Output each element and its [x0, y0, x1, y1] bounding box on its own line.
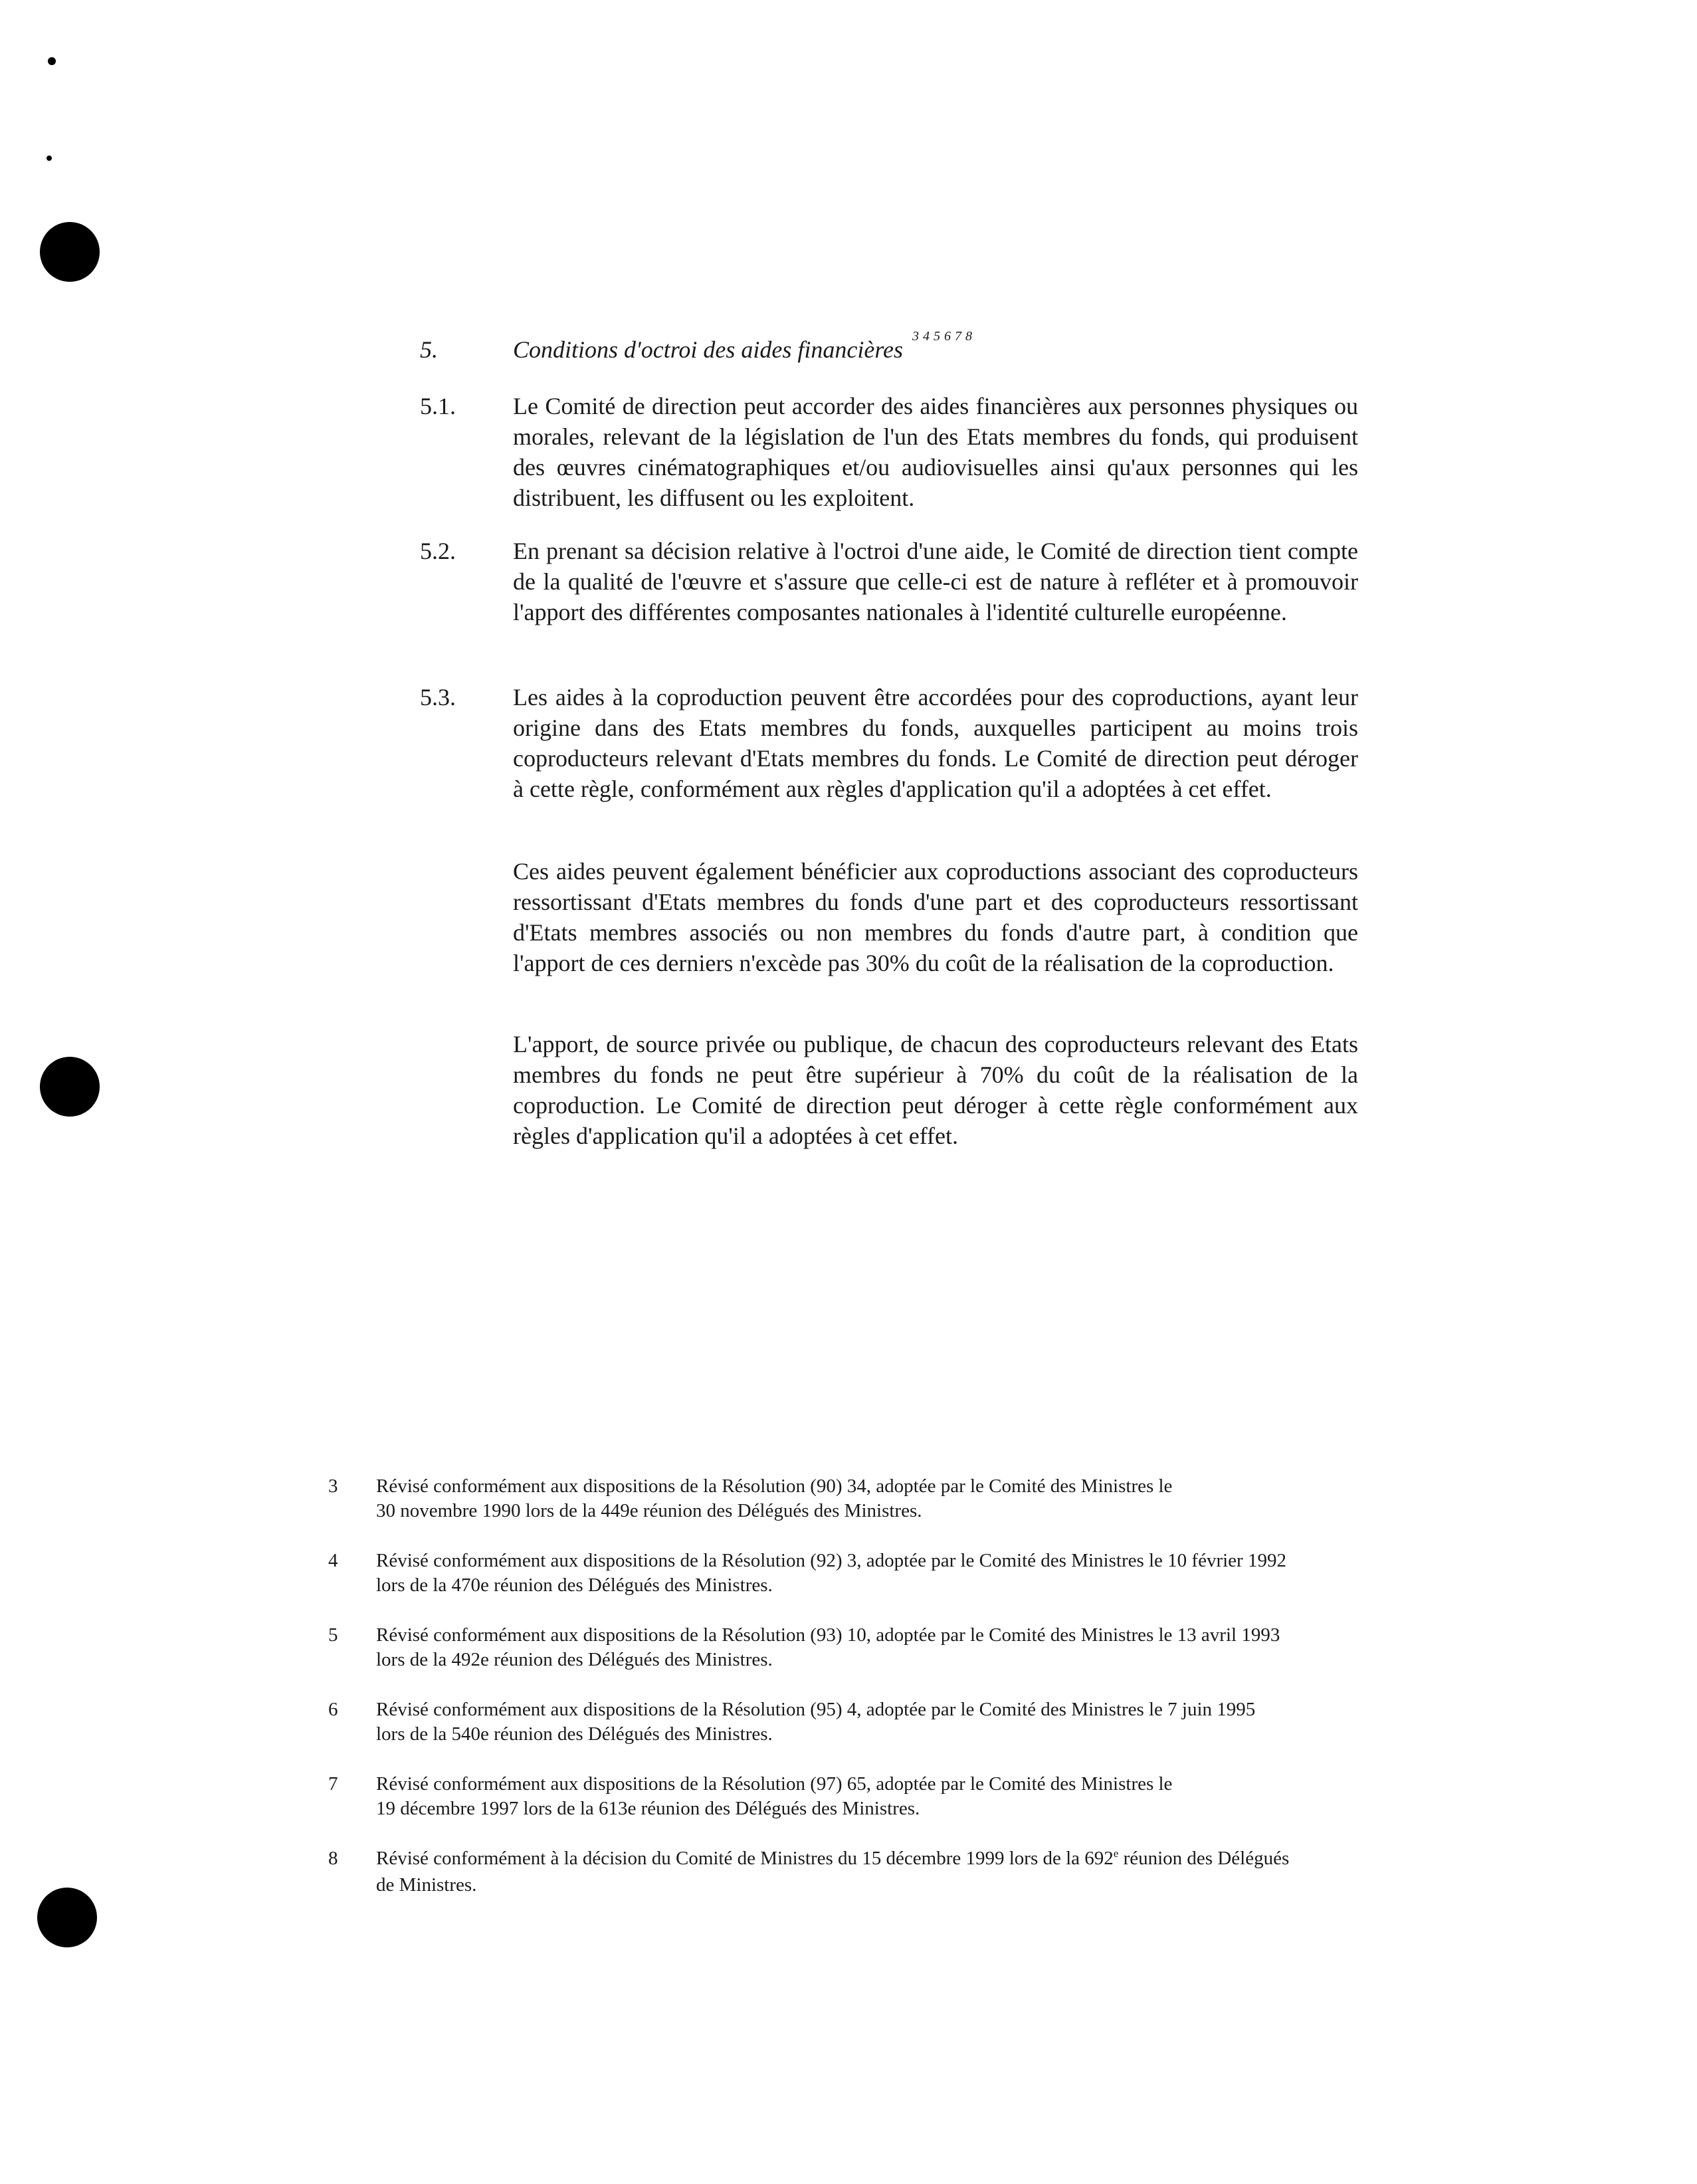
footnote-number: 6	[328, 1699, 338, 1720]
footnote-line: de Ministres.	[376, 1874, 477, 1896]
footnote-line-part: réunion des Délégués	[1118, 1848, 1290, 1869]
footnote-references: 345678	[912, 329, 976, 344]
footnote-line-part: Révisé conformément à la décision du Comité de Ministres du 15 décembre 1999 lors de la 692	[376, 1848, 1114, 1869]
scan-speck	[47, 156, 52, 161]
ordinal-superscript: e	[1113, 1847, 1119, 1860]
footnote-line: lors de la 540e réunion des Délégués des Ministres.	[376, 1723, 773, 1745]
footnote-line: 30 novembre 1990 lors de la 449e réunion des Délégués des Ministres.	[376, 1500, 922, 1521]
footnote-text	[376, 1846, 1373, 1898]
footnote-number: 4	[328, 1550, 338, 1571]
footnote-line: Révisé conformément aux dispositions de la Résolution (92) 3, adoptée par le Comité des Ministres le 10 février 1992	[376, 1550, 1286, 1571]
punch-hole	[37, 1888, 97, 1947]
paragraph-text: L'apport, de source privée ou publique, de chacun des coproducteurs relevant des Etats membres du fonds ne peut être supérieur à 70% du coût de la réalisation de la coproduction. Le Comité de direction peut déroger à cette règle conformément aux règles d'application qu'il a adoptées à cet effet.	[513, 1031, 1358, 1149]
footnote-text	[376, 1474, 1373, 1523]
footnote-number: 8	[328, 1848, 338, 1869]
footnote-line: lors de la 492e réunion des Délégués des Ministres.	[376, 1649, 773, 1670]
footnote-text	[376, 1549, 1373, 1598]
paragraph-text: Ces aides peuvent également bénéficier aux coproductions associant des coproducteurs ressortissant d'Etats membres du fonds d'une part et des coproducteurs ressortissant d'Etats membres associés ou non membres du fonds d'autre part, à condition que l'apport de ces derniers n'excède pas 30% du coût de la réalisation de la coproduction.	[513, 858, 1358, 976]
punch-hole	[40, 222, 100, 282]
scan-speck	[48, 57, 56, 65]
paragraph-number: 5.3.	[420, 684, 456, 710]
paragraph-text: Le Comité de direction peut accorder des aides financières aux personnes physiques ou morales, relevant de la législation de l'un des Etats membres du fonds, qui produisent des œuvres cinématographiques et/ou audiovisuelles ainsi qu'aux personnes qui les distribuent, les diffusent ou les exploitent.	[513, 393, 1358, 511]
footnote-line: lors de la 470e réunion des Délégués des Ministres.	[376, 1575, 773, 1596]
footnote-line: Révisé conformément aux dispositions de la Résolution (90) 34, adoptée par le Comité des Ministres le	[376, 1475, 1173, 1497]
footnote-line: 19 décembre 1997 lors de la 613e réunion des Délégués des Ministres.	[376, 1798, 920, 1819]
punch-hole	[40, 1057, 100, 1117]
footnote-number: 5	[328, 1624, 338, 1646]
footnote-line: Révisé conformément aux dispositions de la Résolution (97) 65, adoptée par le Comité des Ministres le	[376, 1773, 1173, 1795]
footnote-text	[376, 1697, 1373, 1747]
footnote-line: Révisé conformément aux dispositions de la Résolution (93) 10, adoptée par le Comité des Ministres le 13 avril 1993	[376, 1624, 1280, 1646]
footnote-line	[376, 1846, 1373, 1873]
paragraph-number: 5.2.	[420, 538, 456, 564]
section-title-text: Conditions d'octroi des aides financières	[513, 336, 903, 363]
footnote-number: 7	[328, 1773, 338, 1795]
paragraph-text: En prenant sa décision relative à l'octroi d'une aide, le Comité de direction tient compte de la qualité de l'œuvre et s'assure que celle-ci est de nature à refléter et à promouvoir l'apport des différentes composantes nationales à l'identité culturelle européenne.	[513, 538, 1358, 625]
paragraph-number: 5.1.	[420, 393, 456, 419]
footnote-number: 3	[328, 1475, 338, 1497]
paragraph-text: Les aides à la coproduction peuvent être accordées pour des coproductions, ayant leur origine dans des Etats membres du fonds, auxquelles participent au moins trois coproducteurs relevant d'Etats membres du fonds. Le Comité de direction peut déroger à cette règle, conformément aux règles d'application qu'il a adoptées à cet effet.	[513, 684, 1358, 802]
section-number: 5.	[420, 336, 438, 363]
footnote-text	[376, 1623, 1373, 1672]
footnote-line: Révisé conformément aux dispositions de la Résolution (95) 4, adoptée par le Comité des Ministres le 7 juin 1995	[376, 1699, 1256, 1720]
section-title	[513, 329, 976, 364]
footnote-text	[376, 1772, 1373, 1821]
